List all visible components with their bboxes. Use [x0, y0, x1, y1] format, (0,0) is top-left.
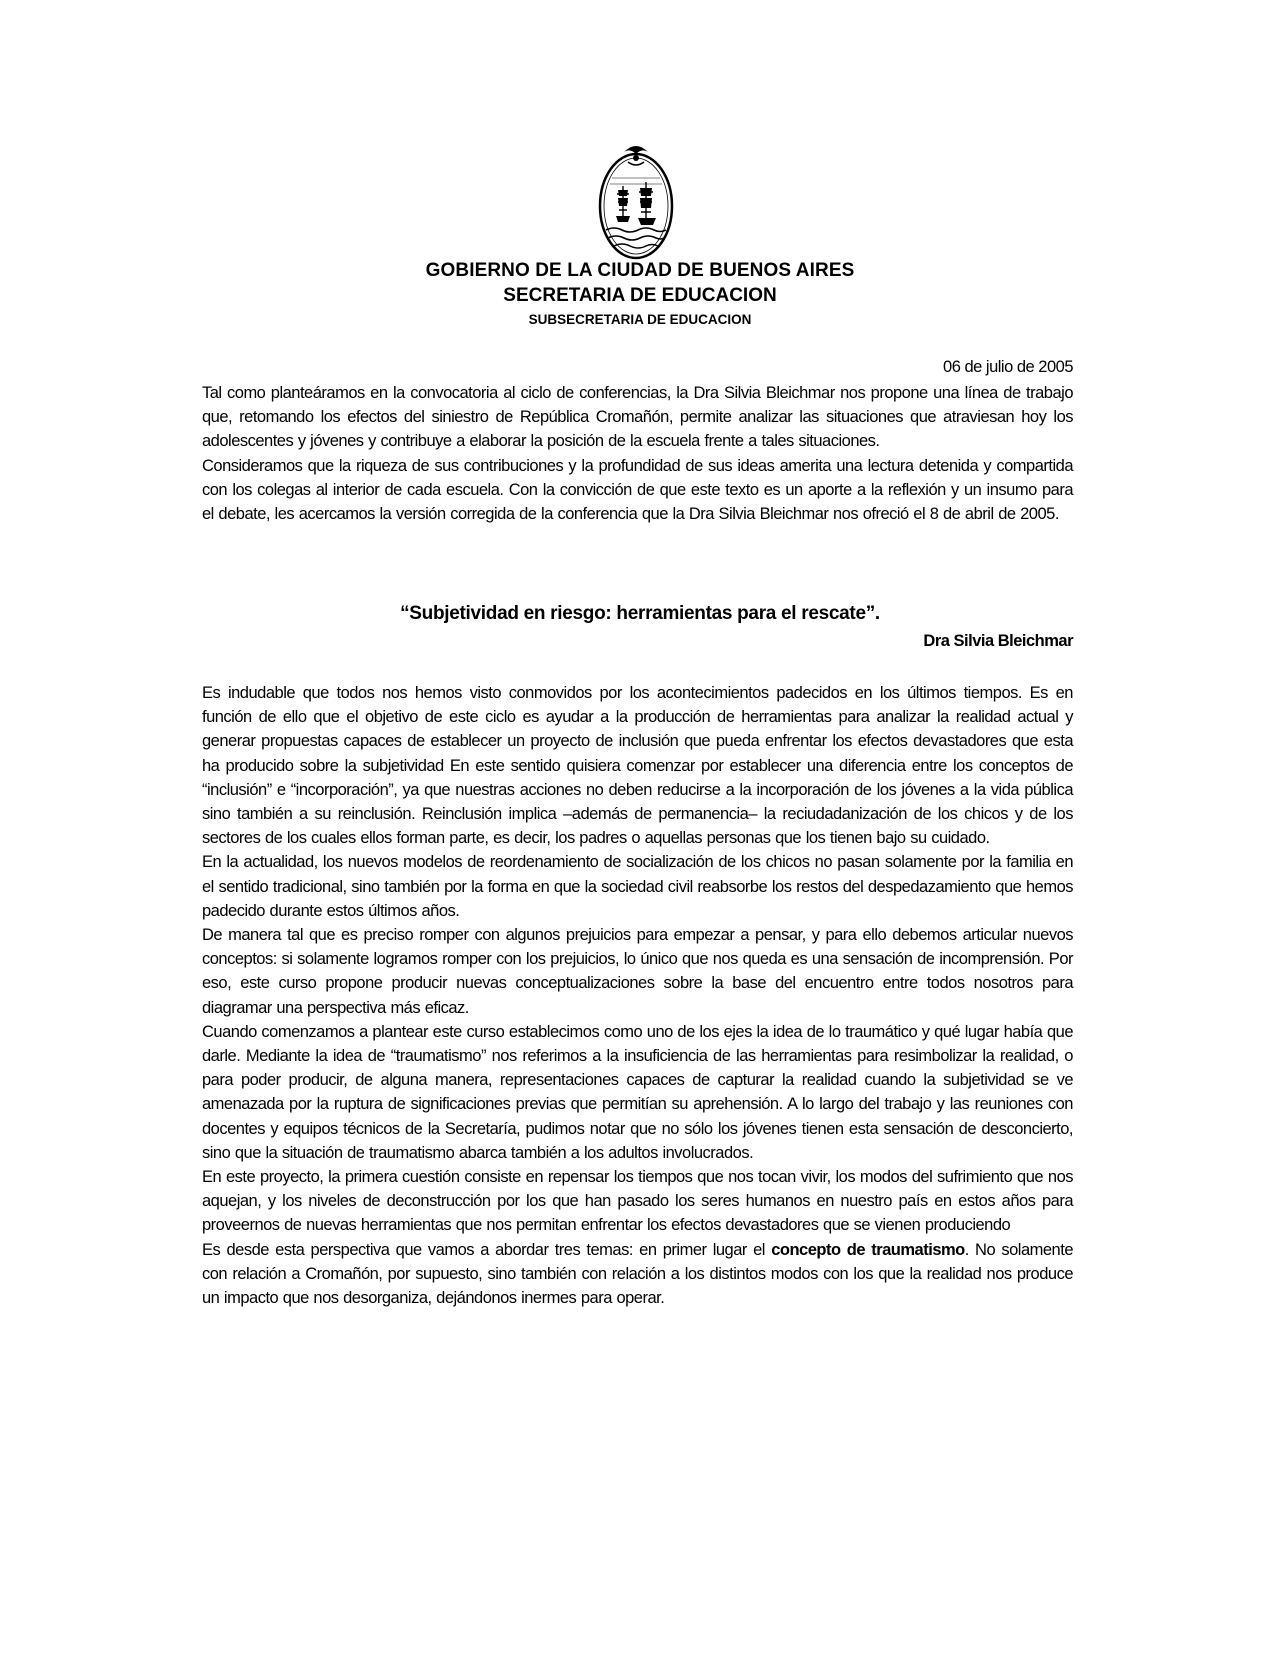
body-paragraph: En este proyecto, la primera cuestión consiste en repensar los tiempos que nos tocan vivir, los modos del sufrimiento que nos aquejan, y los niveles de deconstrucción por los que han pasado los seres humanos en nuestro país en estos años para proveernos de nuevas herramientas que nos permitan enfrentar los efectos devastadores que se vienen produciendo	[202, 1168, 1073, 1235]
body-paragraph: De manera tal que es preciso romper con algunos prejuicios para empezar a pensar, y para ello debemos articular nuevos conceptos: si solamente logramos romper con los prejuicios, lo único que nos queda es una sensación de incomprensión. Por eso, este curso propone producir nuevas conceptualizaciones sobre la base del encuentro entre todos nosotros para diagramar una perspectiva más eficaz.	[202, 926, 1073, 1017]
body-section	[202, 681, 1073, 1310]
header-government: GOBIERNO DE LA CIUDAD DE BUENOS AIRES	[425, 260, 855, 281]
document-date: 06 de julio de 2005	[943, 358, 1073, 376]
conference-title: “Subjetividad en riesgo: herramientas para el rescate”.	[400, 603, 880, 624]
body-paragraph-last	[202, 1238, 1073, 1311]
city-coat-of-arms-icon	[594, 138, 678, 262]
header-secretariat: SECRETARIA DE EDUCACION	[503, 285, 777, 306]
intro-paragraph: Consideramos que la riqueza de sus contribuciones y la profundidad de sus ideas amerita una lectura detenida y compartida con los colegas al interior de cada escuela. Con la convicción de que este texto es un aporte a la reflexión y un insumo para el debate, les acercamos la versión corregida de la conferencia que la Dra Silvia Bleichmar nos ofreció el 8 de abril de 2005.	[202, 456, 1073, 524]
author-name: Dra Silvia Bleichmar	[923, 632, 1073, 650]
header-subsecretariat: SUBSECRETARIA DE EDUCACION	[528, 312, 752, 327]
intro-section	[202, 381, 1073, 526]
intro-paragraph: Tal como planteáramos en la convocatoria al ciclo de conferencias, la Dra Silvia Bleichmar nos propone una línea de trabajo que, retomando los efectos del siniestro de República Cromañón, permite analizar las situaciones que atraviesan hoy los adolescentes y jóvenes y contribuye a elaborar la posición de la escuela frente a tales situaciones.	[202, 384, 1073, 451]
text-run: Es desde esta perspectiva que vamos a abordar tres temas: en primer lugar el	[202, 1240, 772, 1259]
bold-term: concepto de traumatismo	[771, 1240, 965, 1259]
body-paragraph: En la actualidad, los nuevos modelos de reordenamiento de socialización de los chicos no pasan solamente por la familia en el sentido tradicional, sino también por la forma en que la sociedad civil reabsorbe los restos del despedazamiento que hemos padecido durante estos últimos años.	[202, 853, 1073, 920]
body-paragraph: Cuando comenzamos a plantear este curso establecimos como uno de los ejes la idea de lo traumático y qué lugar había que darle. Mediante la idea de “traumatismo” nos referimos a la insuficiencia de las herramientas para resimbolizar la realidad, o para poder producir, de alguna manera, representaciones capaces de capturar la realidad cuando la subjetividad se ve amenazada por la ruptura de significaciones previas que permitían su aprehensión. A lo largo del trabajo y las reuniones con docentes y equipos técnicos de la Secretaría, pudimos notar que no sólo los jóvenes tienen esta sensación de desconcierto, sino que la situación de traumatismo abarca también a los adultos involucrados.	[202, 1022, 1073, 1162]
text-run: . No solamente con relación a Cromañón, por supuesto, sino también con relación a los distintos modos con los que la realidad nos produce un impacto que nos desorganiza, dejándonos inermes para operar.	[202, 1240, 1073, 1308]
body-paragraph: Es indudable que todos nos hemos visto conmovidos por los acontecimientos padecidos en los últimos tiempos. Es en función de ello que el objetivo de este ciclo es ayudar a la producción de herramientas para analizar la realidad actual y generar propuestas capaces de establecer un proyecto de inclusión que pueda enfrentar los efectos devastadores que esta ha producido sobre la subjetividad En este sentido quisiera comenzar por establecer una diferencia entre los conceptos de “inclusión” e “incorporación”, ya que nuestras acciones no deben reducirse a la incorporación de los jóvenes a la vida pública sino también a su reinclusión. Reinclusión implica –además de permanencia– la reciudadanización de los chicos y de los sectores de los cuales ellos forman parte, es decir, los padres o aquellas personas que los tienen bajo su cuidado.	[202, 684, 1073, 848]
